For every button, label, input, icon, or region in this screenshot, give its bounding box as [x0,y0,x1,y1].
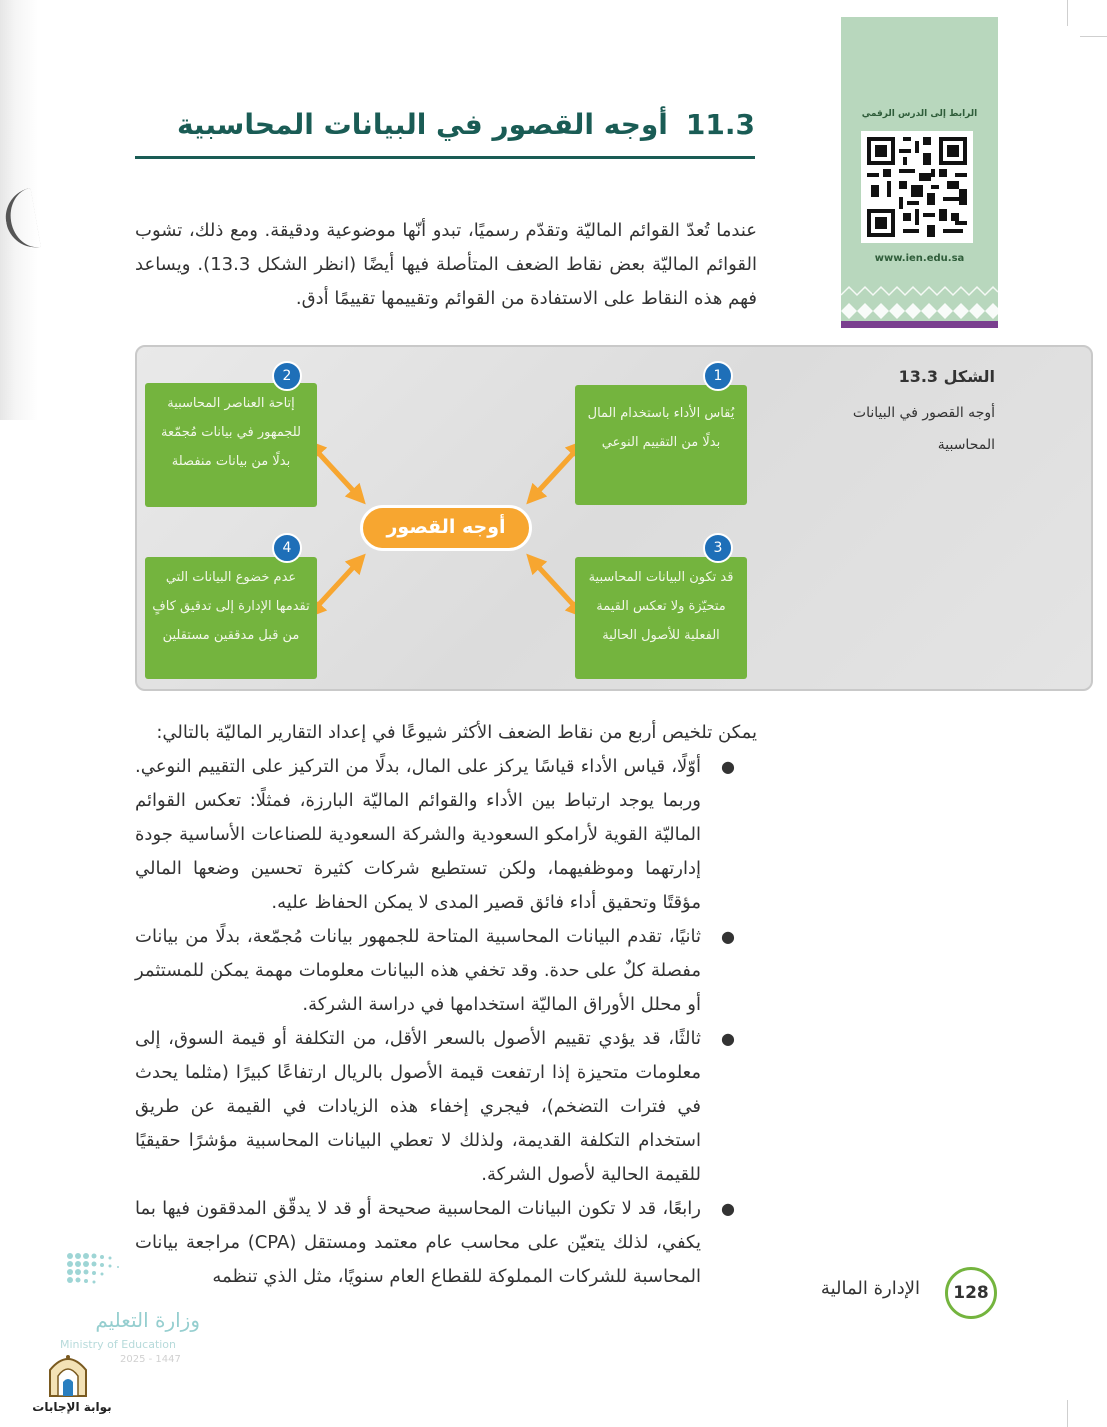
arrow-to-box-4 [313,561,359,611]
ministry-logo-icon [64,1248,124,1298]
portal-name: بوابة الإجابات [32,1400,112,1414]
arrow-to-box-1 [533,447,579,497]
arrow-to-box-2 [313,447,359,497]
digital-lesson-panel [841,17,998,328]
mosque-gate-icon [46,1350,90,1398]
list-item [135,920,757,1022]
body-text [135,716,757,1294]
crop-mark [1080,36,1107,37]
weakness-list [135,750,757,1294]
bullet-icon: ● [721,1029,735,1048]
shortcoming-text-4: عدم خضوع البيانات التي تقدمها الإدارة إلى تدقيق كافٍ من قبل مدققين مستقلين [152,570,310,643]
crop-mark [1067,1400,1068,1427]
page-number: 128 [945,1267,997,1319]
badge-4: 4 [272,533,302,563]
shortcoming-box-4 [145,557,317,679]
figure-caption-text: أوجه القصور في البيانات المحاسبية [852,405,995,453]
book-edge-decoration [0,0,38,420]
title-underline [135,156,755,159]
section-heading: أوجه القصور في البيانات المحاسبية [176,108,668,141]
book-subject: الإدارة المالية [820,1278,920,1299]
shortcoming-box-3 [575,557,747,679]
bullet-icon: ● [721,1199,735,1218]
edition-year: 2025 - 1447 [120,1354,181,1365]
ministry-name-english: Ministry of Education [60,1338,177,1351]
shortcoming-text-3: قد تكون البيانات المحاسبية متحيّزة ولا تعكس القيمة الفعلية للأصول الحالية [588,570,734,643]
accent-bar [841,321,998,328]
list-item-text: ثالثًا، قد يؤدي تقييم الأصول بالسعر الأقل، من التكلفة أو قيمة السوق، إلى معلومات متحيزة إذا ارتفعت قيمة الأصول بالريال ارتفاعًا كبيرًا (مثلما يحدث في فترات التضخم)، فيجري إخفاء هذه الزيادات في القيمة عن طريق استخدام التكلفة القديمة، ولذلك لا تعطي البيانات المحاسبية مؤشرًا حقيقيًا للقيمة الحالية لأصول الشركة. [135,1028,701,1185]
section-number: 11.3 [685,108,755,141]
binder-ring-decoration [1,188,41,252]
section-title [135,108,755,148]
center-node: أوجه القصور [360,505,532,551]
shortcoming-box-2 [145,383,317,507]
digital-lesson-label: الرابط إلى الدرس الرقمي [861,109,978,119]
qr-code[interactable] [861,131,973,243]
list-item-text: أوّلًا، قياس الأداء قياسًا يركز على المال، بدلًا من التركيز على التقييم النوعي. وربما يوجد ارتباط بين الأداء والقوائم الماليّة البارزة، فمثلًا: تعكس القوائم الماليّة القوية لأرامكو السعودية والشركة السعودية للصناعات الأساسية جودة إدارتهما وموظفيهما، ولكن تستطيع شركات كثيرة تحسين وضعها المالي مؤقتًا وتحقيق أداء فائق قصير المدى لا يمكن الحفاظ عليه. [135,756,701,913]
badge-3: 3 [703,533,733,563]
shortcoming-text-1: يُقاس الأداء باستخدام المال بدلًا من التقييم النوعي [587,406,735,450]
figure-13-3 [135,345,1093,691]
list-intro: يمكن تلخيص أربع من نقاط الضعف الأكثر شيوعًا في إعداد التقارير الماليّة بالتالي: [156,722,757,743]
badge-2: 2 [272,361,302,391]
bullet-icon: ● [721,757,735,776]
list-item [135,1192,757,1294]
decorative-pattern [841,285,998,321]
intro-paragraph: عندما تُعدّ القوائم الماليّة وتقدّم رسميًا، تبدو أنّها موضوعية ودقيقة. ومع ذلك، تشوب القوائم الماليّة بعض نقاط الضعف المتأصلة فيها أيضًا (انظر الشكل 13.3). ويساعد فهم هذه النقاط على الاستفادة من القوائم وتقييمها تقييمًا أدق. [135,220,757,309]
arrow-to-box-3 [533,561,579,611]
list-item-text: رابعًا، قد لا تكون البيانات المحاسبية صحيحة أو قد لا يدقّق المدققون فيها بما يكفي، لذلك يتعيّن على محاسب عام معتمد ومستقل (CPA) مراجعة بيانات المحاسبة للشركات المملوكة للقطاع العام سنويًا، مثل الذي تنظمه [135,1198,701,1287]
ministry-name-arabic: وزارة التعليم [95,1308,200,1332]
shortcoming-text-2: إتاحة العناصر المحاسبية للجمهور في بيانات مُجمّعة بدلًا من بيانات منفصلة [160,396,302,469]
badge-1: 1 [703,361,733,391]
answers-portal-logo [32,1350,112,1420]
figure-caption-number: الشكل 13.3 [898,367,995,386]
digital-lesson-url[interactable]: www.ien.edu.sa [874,253,965,264]
list-item [135,1022,757,1192]
list-item [135,750,757,920]
list-item-text: ثانيًا، تقدم البيانات المحاسبية المتاحة للجمهور بيانات مُجمّعة، بدلًا من بيانات مفصلة كلٌ على حدة. وقد تخفي هذه البيانات معلومات مهمة يمكن للمستثمر أو محلل الأوراق الماليّة استخدامها في دراسة الشركة. [135,926,701,1015]
qr-code-icon [867,137,967,237]
bullet-icon: ● [721,927,735,946]
shortcoming-box-1 [575,385,747,505]
crop-mark [1067,0,1068,26]
